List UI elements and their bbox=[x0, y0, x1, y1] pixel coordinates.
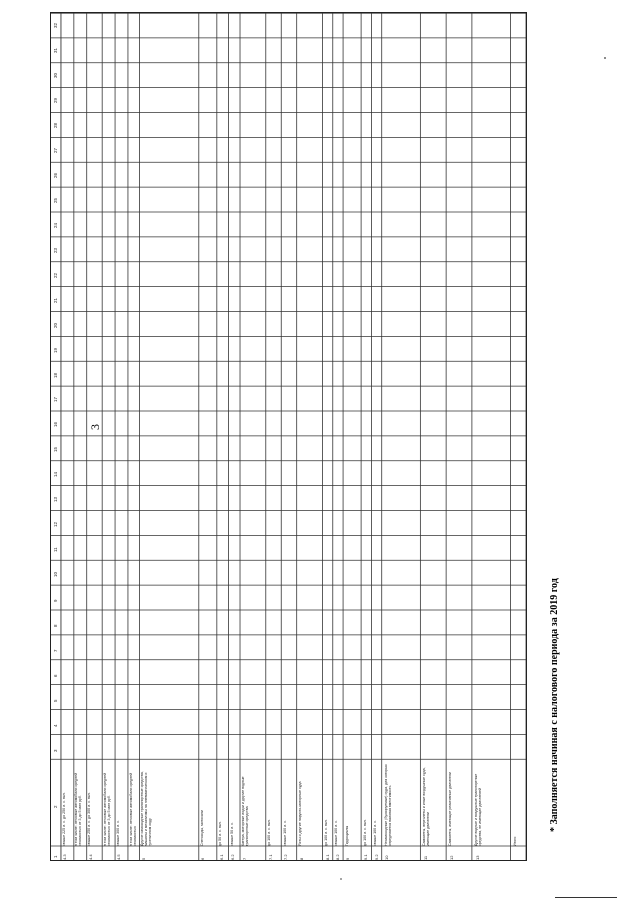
column-number: 16 bbox=[53, 422, 58, 428]
table-grid bbox=[51, 13, 526, 860]
row-label: Снегоходы, мотосани bbox=[199, 810, 204, 846]
column-number: 28 bbox=[53, 123, 58, 129]
column-number: 1 bbox=[53, 855, 58, 858]
column-number: 3 bbox=[53, 749, 58, 752]
column-number: 6 bbox=[53, 674, 58, 677]
row-number: 12 bbox=[448, 855, 454, 860]
row-label: Самолеты, имеющие реактивные двигатели bbox=[448, 772, 453, 846]
column-number: 19 bbox=[53, 347, 58, 353]
column-number: 15 bbox=[53, 447, 58, 453]
row-label: свыше 225 л. с. до 250 л. с. вкл. bbox=[61, 792, 66, 846]
row-number: 9.1 bbox=[363, 854, 369, 860]
row-label: свыше 100 л. с. bbox=[282, 819, 287, 846]
column-number: 12 bbox=[53, 522, 58, 528]
row-label: Несамоходные (буксируемые) суда, для которых определяется валовая вместимость bbox=[383, 764, 392, 846]
row-label: Катера, моторные лодки и другие водные транспортные средства bbox=[241, 776, 250, 846]
tax-rates-table bbox=[50, 12, 527, 861]
column-number: 7 bbox=[53, 649, 58, 652]
column-number: 30 bbox=[53, 73, 58, 79]
column-number: 18 bbox=[53, 372, 58, 378]
page-number: 3 bbox=[88, 424, 102, 430]
row-number: 8.2 bbox=[334, 854, 340, 860]
row-label: до 50 л. с. вкл. bbox=[218, 821, 223, 846]
row-label: до 100 л. с. вкл. bbox=[324, 819, 329, 846]
row-label: Другие водные и воздушные транспортные средства, не имеющие двигателей bbox=[474, 773, 483, 846]
row-label: Яхты и другие парусно-моторные суда bbox=[298, 781, 303, 846]
scan-speck bbox=[604, 57, 606, 59]
row-number: 11 bbox=[422, 855, 428, 860]
column-number: 26 bbox=[53, 173, 58, 179]
row-label: свыше 100 л. с. bbox=[334, 819, 339, 846]
row-label: свыше 300 л. с. bbox=[115, 819, 120, 846]
row-label: Самолеты, вертолеты и иные воздушные суда, имеющие двигатели bbox=[422, 767, 431, 846]
row-label: до 100 л. с. вкл. bbox=[267, 819, 272, 846]
column-number: 5 bbox=[53, 699, 58, 702]
column-number: 21 bbox=[53, 297, 58, 303]
bottom-rule bbox=[555, 897, 617, 898]
row-number: 5 bbox=[140, 857, 146, 860]
row-label: свыше 50 л. с. bbox=[229, 821, 234, 846]
footnote: * Заполняется начиная с налогового периода за 2019 год bbox=[549, 578, 560, 832]
row-label: в том числе: легковые автомобили средней стоимостью от 3 до 5 млн руб. bbox=[74, 772, 83, 846]
column-number: 24 bbox=[53, 222, 58, 228]
row-label: в том числе: легковые автомобили средней стоимостью от 3 до 5 млн руб. bbox=[102, 772, 112, 846]
column-number: 31 bbox=[53, 48, 58, 54]
column-number: 4 bbox=[53, 724, 58, 727]
row-number: 8 bbox=[298, 857, 304, 860]
column-number: 14 bbox=[53, 472, 58, 478]
row-number: 7.1 bbox=[267, 854, 273, 860]
row-number: 9 bbox=[345, 857, 351, 860]
row-number: 6 bbox=[200, 857, 206, 860]
row-number: 6.1 bbox=[218, 854, 224, 860]
column-number: 11 bbox=[53, 547, 58, 553]
row-label: свыше 250 л. с. до 300 л. с. вкл. bbox=[87, 792, 92, 846]
column-number: 25 bbox=[53, 197, 58, 203]
row-number: 6.2 bbox=[230, 854, 236, 860]
row-label: Гидроциклы bbox=[344, 825, 349, 846]
column-number: 27 bbox=[53, 148, 58, 154]
column-number: 9 bbox=[53, 599, 58, 602]
row-number: 10 bbox=[384, 855, 390, 860]
scan-speck bbox=[340, 878, 342, 880]
row-label: в том числе: легковые автомобили средней стоимостью bbox=[128, 772, 137, 846]
column-number: 10 bbox=[53, 571, 58, 577]
row-number: 7 bbox=[241, 857, 247, 860]
row-label: до 100 л. с. вкл. bbox=[362, 819, 367, 846]
column-number: 32 bbox=[53, 23, 58, 29]
row-label: свыше 100 л. с. bbox=[373, 819, 378, 846]
row-number: 4.4 bbox=[87, 854, 93, 860]
column-number: 22 bbox=[53, 272, 58, 278]
column-number: 20 bbox=[53, 322, 58, 328]
row-number: 8.1 bbox=[324, 854, 330, 860]
row-number: 4.5 bbox=[116, 854, 122, 860]
row-label: Другие самоходные транспортные средства, машины и механизмы на пневматическом и гусеничном ходу bbox=[140, 771, 153, 846]
row-label: Итого bbox=[512, 836, 517, 846]
column-number: 29 bbox=[53, 98, 58, 104]
column-number: 8 bbox=[53, 624, 58, 627]
row-number: 4.3 bbox=[62, 854, 67, 860]
column-number: 13 bbox=[53, 497, 58, 503]
row-number: 13 bbox=[474, 855, 480, 860]
row-number: 9.2 bbox=[373, 854, 379, 860]
column-number: 2 bbox=[53, 804, 58, 808]
column-number: 17 bbox=[53, 397, 58, 403]
row-number: 7.2 bbox=[283, 854, 289, 860]
column-number: 23 bbox=[53, 247, 58, 253]
